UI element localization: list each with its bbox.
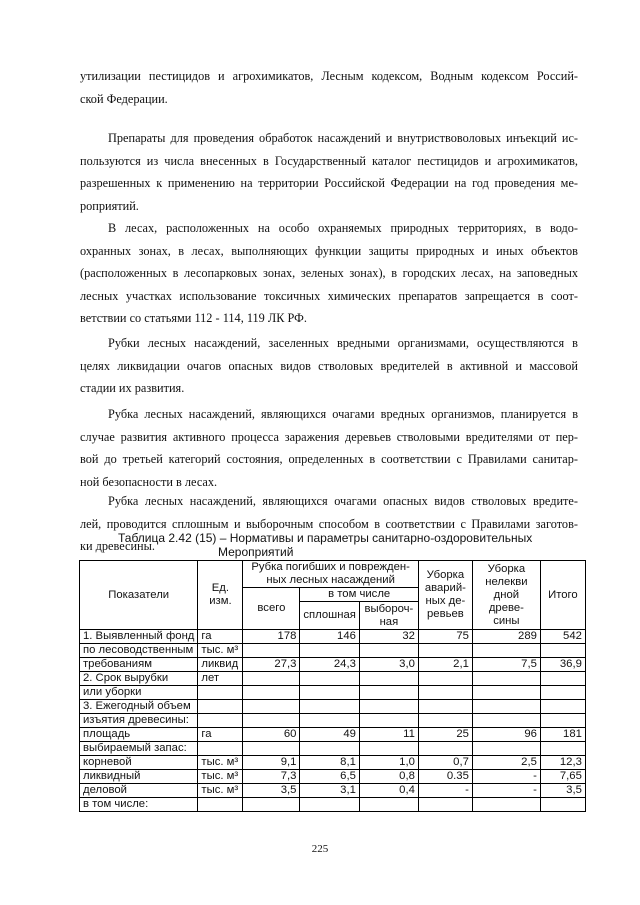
value-cell: 27,3 (243, 658, 300, 672)
paragraph (80, 403, 578, 493)
paragraph-line: утилизации пестицидов и агрохимикатов, Лесным кодексом, Водным кодексом Россий- (80, 69, 578, 83)
row-unit: ликвид (198, 658, 243, 672)
value-cell: 36,9 (540, 658, 585, 672)
norms-table (79, 560, 586, 812)
value-cell: 24,3 (300, 658, 359, 672)
row-label: в том числе: (80, 798, 198, 812)
paragraph (80, 217, 578, 330)
value-cell: - (472, 770, 540, 784)
value-cell: 1,0 (359, 756, 418, 770)
header-unit: Ед. изм. (198, 561, 243, 630)
value-cell (472, 742, 540, 756)
value-cell: 2,5 (472, 756, 540, 770)
value-cell (300, 672, 359, 686)
value-cell (540, 700, 585, 714)
paragraph-line: вой до третьей категорий состояния, определенных в соответствии с Правилами санитар- (80, 452, 578, 466)
row-unit (198, 798, 243, 812)
value-cell (300, 742, 359, 756)
value-cell (359, 714, 418, 728)
row-unit: тыс. м³ (198, 756, 243, 770)
value-cell (418, 742, 472, 756)
value-cell: 0,4 (359, 784, 418, 798)
paragraph (80, 332, 578, 400)
table-caption (118, 531, 532, 559)
value-cell (359, 798, 418, 812)
value-cell: 0,8 (359, 770, 418, 784)
value-cell (418, 714, 472, 728)
value-cell (472, 700, 540, 714)
row-label: ликвидный (80, 770, 198, 784)
row-label: или уборки (80, 686, 198, 700)
value-cell: 146 (300, 630, 359, 644)
header-indicators: Показатели (80, 561, 198, 630)
paragraph-line: Рубка лесных насаждений, являющихся очагами опасных видов стволовых вредите- (108, 494, 578, 508)
value-cell: 7,65 (540, 770, 585, 784)
row-label: 1. Выявленный фонд (80, 630, 198, 644)
value-cell (300, 644, 359, 658)
row-label: площадь (80, 728, 198, 742)
value-cell: 49 (300, 728, 359, 742)
value-cell (243, 714, 300, 728)
value-cell (418, 672, 472, 686)
value-cell (472, 686, 540, 700)
value-cell (472, 644, 540, 658)
value-cell: 178 (243, 630, 300, 644)
value-cell (243, 700, 300, 714)
row-unit (198, 742, 243, 756)
row-label: 2. Срок вырубки (80, 672, 198, 686)
row-label: корневой (80, 756, 198, 770)
value-cell: 11 (359, 728, 418, 742)
row-unit (198, 714, 243, 728)
value-cell: 60 (243, 728, 300, 742)
paragraph-line: ки древесины. (80, 539, 155, 553)
value-cell (540, 798, 585, 812)
value-cell (472, 798, 540, 812)
value-cell (359, 742, 418, 756)
value-cell (540, 714, 585, 728)
paragraph-line: В лесах, расположенных на особо охраняемых природных территориях, в водо- (108, 221, 578, 235)
paragraph-line: (расположенных в лесопарковых зонах, зеленых зонах), в городских лесах, на заповедных (80, 266, 578, 280)
value-cell (540, 686, 585, 700)
value-cell: 32 (359, 630, 418, 644)
row-label: деловой (80, 784, 198, 798)
value-cell: 0.35 (418, 770, 472, 784)
value-cell: - (472, 784, 540, 798)
table-row (80, 728, 586, 742)
row-label: 3. Ежегодный объем (80, 700, 198, 714)
value-cell (540, 644, 585, 658)
paragraph-line: ской Федерации. (80, 91, 168, 106)
value-cell (243, 742, 300, 756)
paragraph-line: ветствии со статьями 112 - 114, 119 ЛК РФ. (80, 311, 307, 325)
row-label: требованиям (80, 658, 198, 672)
paragraph-line: Рубка лесных насаждений, являющихся очагами вредных организмов, планируется в (108, 407, 578, 421)
paragraph (80, 65, 578, 110)
table-row (80, 714, 586, 728)
value-cell (300, 798, 359, 812)
value-cell: 96 (472, 728, 540, 742)
paragraph-line: лей, проводится сплошным и выборочным способом в соответствии с Правилами заготов- (80, 516, 578, 531)
table-row (80, 742, 586, 756)
table-row (80, 784, 586, 798)
value-cell: 289 (472, 630, 540, 644)
row-unit: тыс. м³ (198, 784, 243, 798)
row-unit (198, 686, 243, 700)
value-cell (300, 686, 359, 700)
value-cell (300, 700, 359, 714)
header-clear: сплошная (300, 602, 359, 630)
row-label: по лесоводственным (80, 644, 198, 658)
header-emergency: Уборка аварий- ных де- ревьев (418, 561, 472, 630)
page-number: 225 (311, 843, 329, 855)
value-cell: 3,1 (300, 784, 359, 798)
value-cell: 542 (540, 630, 585, 644)
table-row (80, 686, 586, 700)
table-row (80, 644, 586, 658)
value-cell (418, 798, 472, 812)
header-felling-group: Рубка погибших и поврежден- ных лесных насаждений (243, 561, 418, 588)
paragraph-line: Препараты для проведения обработок насаждений и внутриствоволовых инъекций ис- (108, 131, 578, 145)
value-cell (359, 672, 418, 686)
paragraph-line: стадии их развития. (80, 381, 185, 395)
value-cell: 181 (540, 728, 585, 742)
table-row (80, 630, 586, 644)
row-unit: лет (198, 672, 243, 686)
paragraph-line: случае развития активного процесса заражения деревьев стволовыми вредителями от пер- (80, 429, 578, 444)
value-cell: - (418, 784, 472, 798)
value-cell: 0,7 (418, 756, 472, 770)
table-body (80, 630, 586, 812)
value-cell: 25 (418, 728, 472, 742)
table-row (80, 700, 586, 714)
value-cell (472, 672, 540, 686)
value-cell (418, 686, 472, 700)
value-cell (540, 672, 585, 686)
row-unit (198, 700, 243, 714)
header-illiquid: Уборка нелекви дной древе- сины (472, 561, 540, 630)
value-cell (359, 644, 418, 658)
row-unit: га (198, 728, 243, 742)
value-cell: 9,1 (243, 756, 300, 770)
value-cell: 6,5 (300, 770, 359, 784)
header-total: всего (243, 588, 300, 630)
header-selective: выбороч- ная (359, 602, 418, 630)
value-cell: 3,5 (243, 784, 300, 798)
value-cell (359, 700, 418, 714)
row-unit: тыс. м³ (198, 644, 243, 658)
header-including: в том числе (300, 588, 418, 602)
value-cell: 75 (418, 630, 472, 644)
table-row (80, 756, 586, 770)
value-cell: 7,3 (243, 770, 300, 784)
value-cell: 3,5 (540, 784, 585, 798)
paragraph-line: разрешенных к применению на территории Российской Федерации на год проведения ме- (80, 176, 578, 190)
paragraph-line: охранных зонах, в лесах, выполняющих функции защиты природных и иных объектов (80, 243, 578, 258)
value-cell: 2,1 (418, 658, 472, 672)
value-cell: 12,3 (540, 756, 585, 770)
paragraph-line: Рубки лесных насаждений, заселенных вредными организмами, осуществляются в (108, 336, 578, 350)
value-cell (418, 700, 472, 714)
table-row (80, 798, 586, 812)
value-cell (472, 714, 540, 728)
value-cell (300, 714, 359, 728)
header-itogo: Итого (540, 561, 585, 630)
value-cell (243, 798, 300, 812)
row-label: изъятия древесины: (80, 714, 198, 728)
caption-line-1: Таблица 2.42 (15) – Нормативы и параметры санитарно-оздоровительных (118, 531, 533, 545)
value-cell: 8,1 (300, 756, 359, 770)
value-cell (418, 644, 472, 658)
paragraph-line: целях ликвидации очагов опасных видов стволовых вредителей в активной и массовой (80, 358, 578, 373)
paragraph (80, 127, 578, 217)
value-cell (243, 686, 300, 700)
table-row (80, 672, 586, 686)
value-cell: 3,0 (359, 658, 418, 672)
value-cell (243, 644, 300, 658)
value-cell: 7,5 (472, 658, 540, 672)
row-label: выбираемый запас: (80, 742, 198, 756)
row-unit: га (198, 630, 243, 644)
value-cell (359, 686, 418, 700)
paragraph-line: лесных участках использование токсичных химических препаратов запрещается в соот- (80, 288, 578, 303)
value-cell (243, 672, 300, 686)
caption-line-2: Мероприятий (218, 545, 294, 559)
table-row (80, 770, 586, 784)
table-row (80, 658, 586, 672)
value-cell (540, 742, 585, 756)
paragraph-line: роприятий. (80, 198, 139, 213)
row-unit: тыс. м³ (198, 770, 243, 784)
paragraph-line: пользуются из числа внесенных в Государственный каталог пестицидов и агрохимикатов, (80, 153, 578, 168)
paragraph-line: ной безопасности в лесах. (80, 474, 218, 489)
